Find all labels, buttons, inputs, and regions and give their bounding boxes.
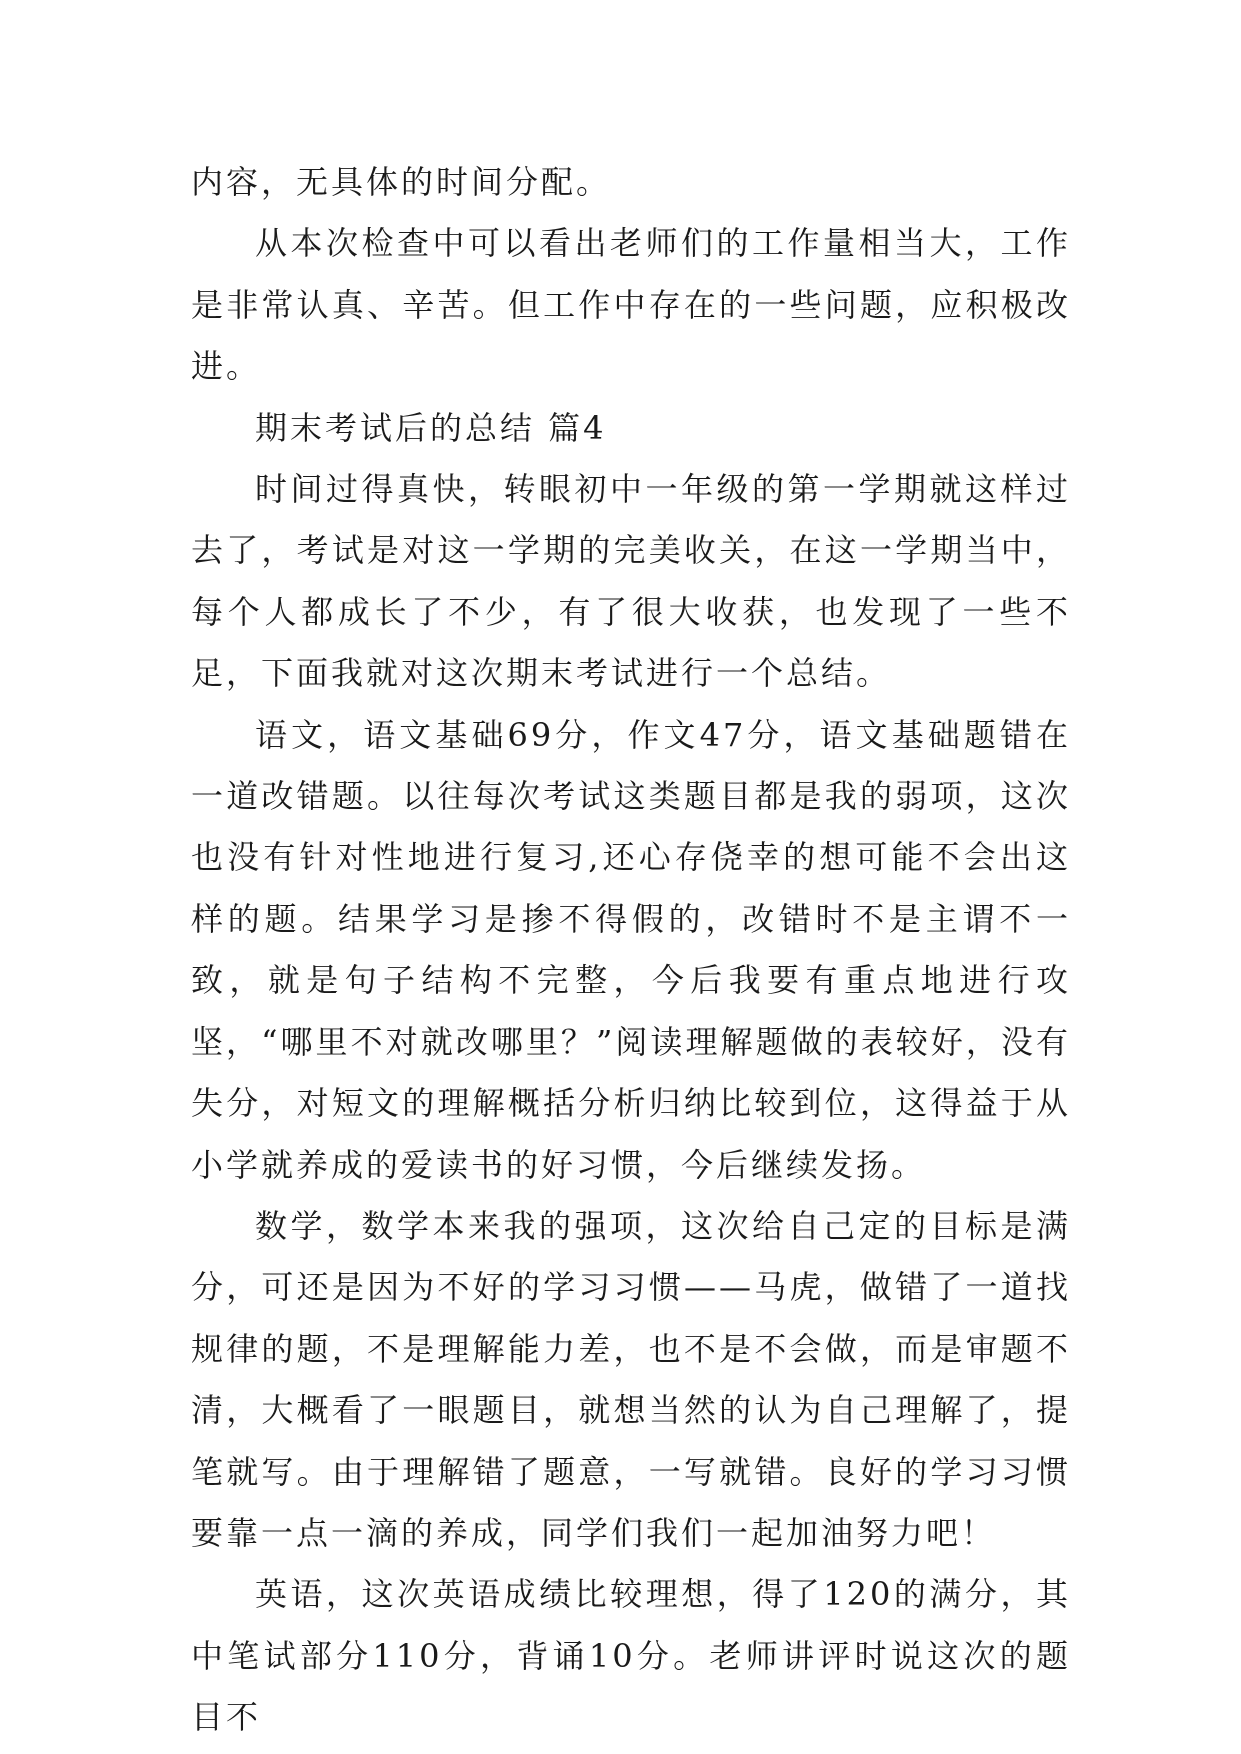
paragraph-inspection-summary: 从本次检查中可以看出老师们的工作量相当大，工作是非常认真、辛苦。但工作中存在的一些问题，应积极改进。 [191,224,1071,386]
paragraph-continuation: 内容，无具体的时间分配。 [191,163,612,201]
paragraph-english: 英语，这次英语成绩比较理想，得了120的满分，其中笔试部分110分，背诵10分。老师讲评时说这次的题目不 [191,1575,1071,1737]
paragraph-chinese: 语文，语文基础69分，作文47分，语文基础题错在一道改错题。以往每次考试这类题目都是我的弱项，这次也没有针对性地进行复习,还心存侥幸的想可能不会出这样的题。结果学习是掺不得假的，改错时不是主谓不一致，就是句子结构不完整，今后我要有重点地进行攻坚，“哪里不对就改哪里？”阅读理解题做的表较好，没有失分，对短文的理解概括分析归纳比较到位，这得益于从小学就养成的爱读书的好习惯，今后继续发扬。 [191,715,1071,1184]
document-body [191,152,1071,1749]
paragraph-intro: 时间过得真快，转眼初中一年级的第一学期就这样过去了，考试是对这一学期的完美收关，在这一学期当中，每个人都成长了不少，有了很大收获，也发现了一些不足，下面我就对这次期末考试进行一个总结。 [191,470,1071,693]
section-heading: 期末考试后的总结 篇4 [255,408,607,447]
paragraph-math: 数学，数学本来我的强项，这次给自己定的目标是满分，可还是因为不好的学习习惯——马虎，做错了一道找规律的题，不是理解能力差，也不是不会做，而是审题不清，大概看了一眼题目，就想当然的认为自己理解了，提笔就写。由于理解错了题意，一写就错。良好的学习习惯要靠一点一滴的养成，同学们我们一起加油努力吧！ [191,1206,1071,1552]
